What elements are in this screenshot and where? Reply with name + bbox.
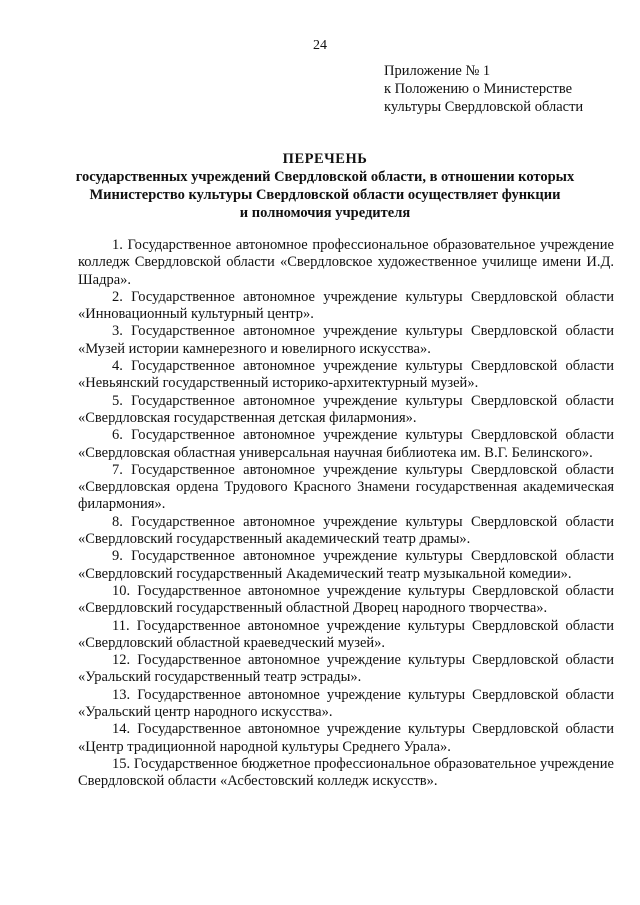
list-item: 5. Государственное автономное учреждение культуры Свердловской области «Свердловская государственная детская филармония». — [78, 392, 614, 426]
list-item: 12. Государственное автономное учреждение культуры Свердловской области «Уральский государственный театр эстрады». — [78, 652, 614, 686]
list-item: 3. Государственное автономное учреждение культуры Свердловской области «Музей истории камнерезного и ювелирного искусства». — [78, 323, 614, 357]
list-item: 9. Государственное автономное учреждение культуры Свердловской области «Свердловский государственный Академический театр музыкальной комедии». — [78, 548, 614, 582]
list-item: 7. Государственное автономное учреждение культуры Свердловской области «Свердловская ордена Трудового Красного Знамени государственная академическая филармония». — [78, 461, 614, 513]
list-item: 6. Государственное автономное учреждение культуры Свердловской области «Свердловская областная универсальная научная библиотека им. В.Г. Белинского». — [78, 427, 614, 461]
appendix-header — [384, 62, 629, 116]
list-item: 14. Государственное автономное учреждение культуры Свердловской области «Центр традиционной народной культуры Среднего Урала». — [78, 721, 614, 755]
list-item: 4. Государственное автономное учреждение культуры Свердловской области «Невьянский государственный историко-архитектурный музей». — [78, 358, 614, 392]
document-subtitle-line-2: Министерство культуры Свердловской области осуществляет функции — [89, 187, 561, 203]
list-item: 8. Государственное автономное учреждение культуры Свердловской области «Свердловский государственный академический театр драмы». — [78, 513, 614, 548]
list-item: 2. Государственное автономное учреждение культуры Свердловской области «Инновационный культурный центр». — [78, 288, 614, 323]
document-title: ПЕРЕЧЕНЬ — [282, 151, 368, 167]
document-subtitle-line-1: государственных учреждений Свердловской области, в отношении которых — [75, 169, 575, 185]
list-item: 10. Государственное автономное учреждение культуры Свердловской области «Свердловский государственный областной Дворец народного творчества». — [78, 582, 614, 617]
appendix-line-1: Приложение № 1 — [384, 63, 491, 79]
document-heading — [70, 150, 580, 222]
document-subtitle-line-3: и полномочия учредителя — [239, 205, 411, 221]
institution-list — [78, 237, 614, 791]
appendix-line-2: к Положению о Министерстве — [384, 81, 573, 97]
list-item: 11. Государственное автономное учреждение культуры Свердловской области «Свердловский областной краеведческий музей». — [78, 617, 614, 651]
list-item: 1. Государственное автономное профессиональное образовательное учреждение колледж Свердловской области «Свердловское художественное училище имени И.Д. Шадра». — [78, 237, 614, 288]
list-item: 13. Государственное автономное учреждение культуры Свердловской области «Уральский центр народного искусства». — [78, 686, 614, 721]
page-number: 24 — [313, 38, 327, 53]
appendix-line-3: культуры Свердловской области — [384, 99, 584, 115]
list-item: 15. Государственное бюджетное профессиональное образовательное учреждение Свердловской области «Асбестовский колледж искусств». — [78, 755, 614, 790]
